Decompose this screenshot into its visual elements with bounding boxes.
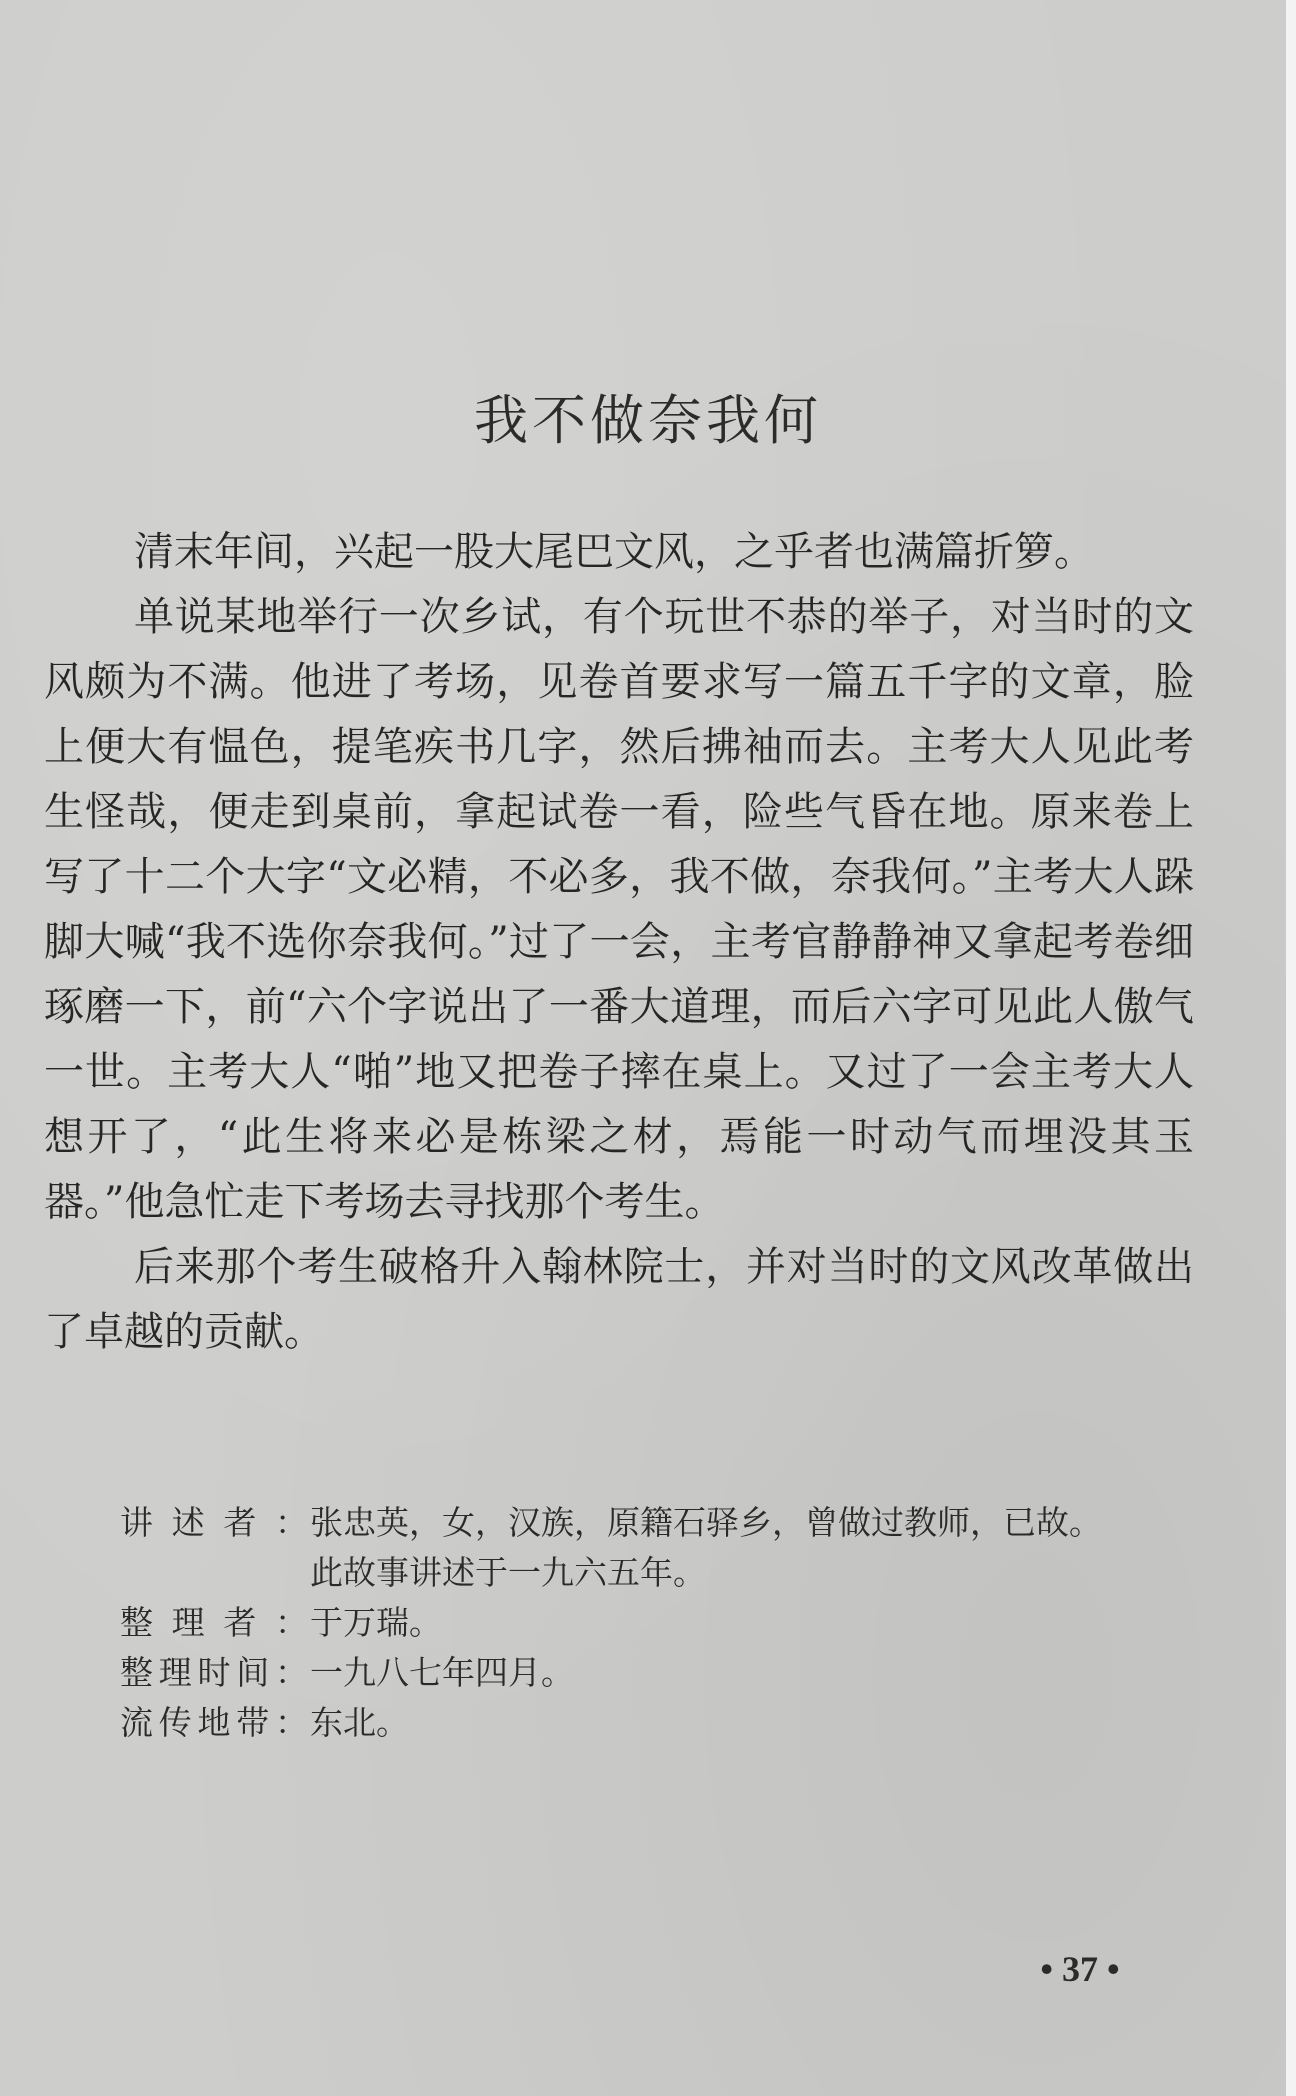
narrator-row [120, 1498, 1180, 1548]
page-edge [1286, 0, 1296, 2096]
story-body [44, 520, 1194, 1365]
region-value: 东北。 [310, 1703, 409, 1742]
story-title: 我不做奈我何 [474, 389, 822, 452]
narrator-value: 张忠英，女，汉族，原籍石驿乡，曾做过教师，已故。 [310, 1503, 1102, 1542]
editor-label: 整理者： [120, 1603, 308, 1642]
paragraph-2: 单说某地举行一次乡试，有个玩世不恭的举子，对当时的文风颇为不满。他进了考场，见卷首要求写一篇五千字的文章，脸上便大有愠色，提笔疾书几字，然后拂袖而去。主考大人见此考生怪哉，便走到桌前，拿起试卷一看，险些气昏在地。原来卷上写了十二个大字“文必精，不必多，我不做，奈我何。”主考大人跺脚大喊“我不选你奈我何。”过了一会，主考官静静神又拿起考卷细琢磨一下，前“六个字说出了一番大道理，而后六字可见此人傲气一世。主考大人“啪”地又把卷子摔在桌上。又过了一会主考大人想开了，“此生将来必是栋梁之材，焉能一时动气而埋没其玉器。”他急忙走下考场去寻找那个考生。 [44, 594, 1194, 1225]
date-value: 一九八七年四月。 [310, 1653, 574, 1692]
region-label: 流传地带： [120, 1703, 308, 1742]
paragraph-3: 后来那个考生破格升入翰林院士，并对当时的文风改革做出了卓越的贡献。 [44, 1244, 1194, 1355]
page-number: • 37 • [1040, 1949, 1120, 1989]
narrator-label: 讲述者： [120, 1503, 308, 1542]
date-row [120, 1648, 1180, 1698]
editor-row [120, 1598, 1180, 1648]
narrator-continuation-row [120, 1548, 1180, 1598]
paragraph-1: 清末年间，兴起一股大尾巴文风，之乎者也满篇折箩。 [134, 529, 1094, 575]
date-label: 整理时间： [120, 1653, 308, 1692]
story-metadata [120, 1498, 1180, 1748]
narrator-value-continuation: 此故事讲述于一九六五年。 [310, 1553, 706, 1592]
region-row [120, 1698, 1180, 1748]
editor-value: 于万瑞。 [310, 1603, 442, 1642]
